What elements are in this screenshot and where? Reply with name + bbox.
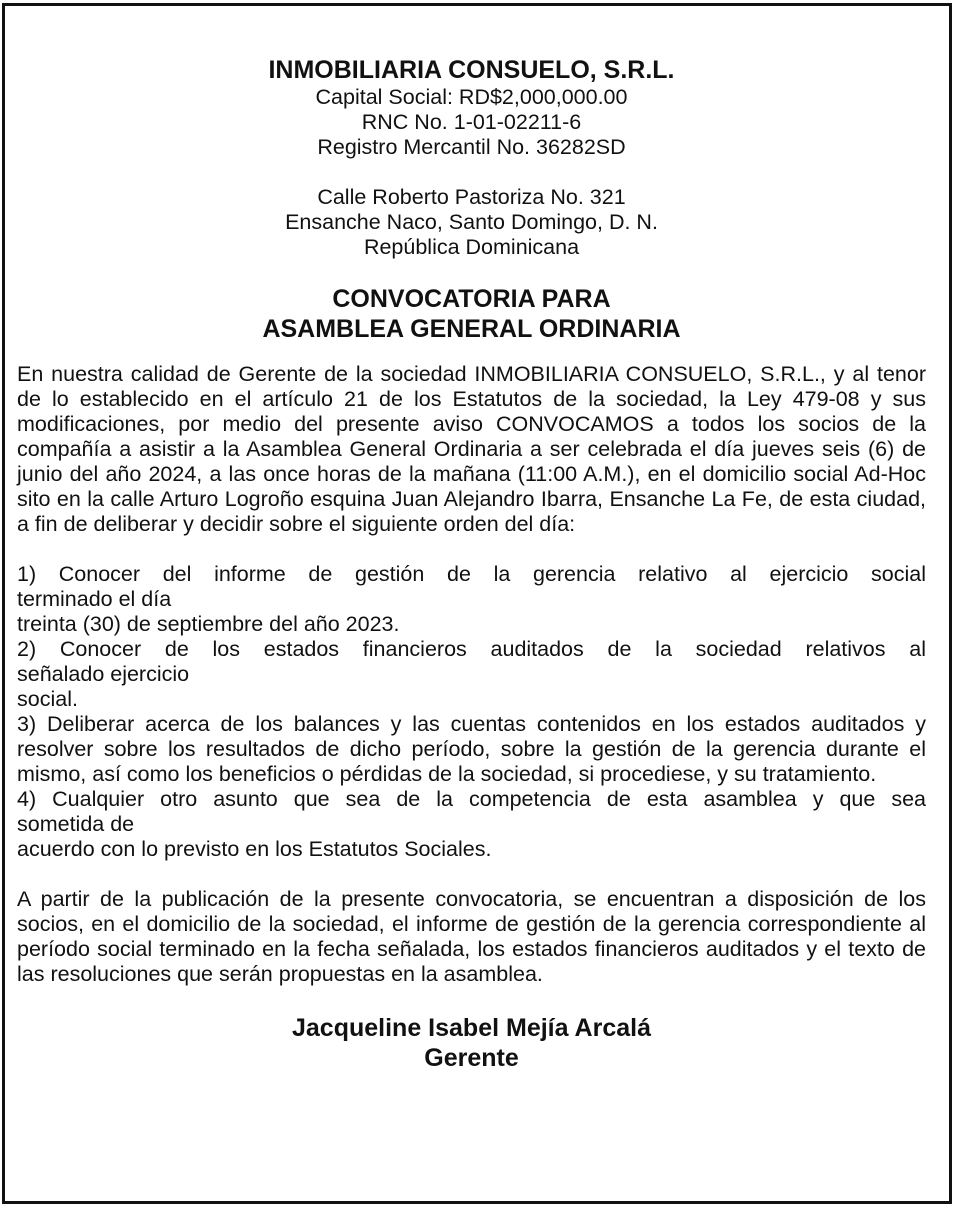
title-line-1: CONVOCATORIA PARA <box>332 285 611 313</box>
agenda-item-2-line-3: social. <box>17 687 78 711</box>
address-country: República Dominicana <box>363 235 580 259</box>
notice-title <box>17 284 926 344</box>
registro-mercantil: Registro Mercantil No. 36282SD <box>317 135 626 159</box>
agenda-item-1-line-1: 1) Conocer del informe de gestión de la gerencia relativo al ejercicio social <box>17 562 926 586</box>
capital-social: Capital Social: RD$2,000,000.00 <box>315 85 628 109</box>
rnc-number: RNC No. 1-01-02211-6 <box>361 110 582 134</box>
company-address <box>17 185 926 260</box>
agenda-item-1 <box>17 562 926 637</box>
agenda-item-4-line-1: 4) Cualquier otro asunto que sea de la competencia de esta asamblea y que sea <box>17 787 926 811</box>
address-sector: Ensanche Naco, Santo Domingo, D. N. <box>285 210 658 234</box>
signatory-name: Jacqueline Isabel Mejía Arcalá <box>292 1014 651 1042</box>
agenda-item-3: 3) Deliberar acerca de los balances y las cuentas contenidos en los estados auditados y resolver sobre los resultados de dicho período, sobre la gestión de la gerencia durante el mismo, así como los beneficios o pérdidas de la sociedad, si procediese, y su tratamiento. <box>17 712 926 786</box>
agenda-item-2 <box>17 637 926 712</box>
company-header <box>17 55 926 160</box>
company-name: INMOBILIARIA CONSUELO, S.R.L. <box>268 56 675 84</box>
signature-block <box>17 1013 926 1073</box>
notice-content <box>17 55 926 1073</box>
agenda-item-1-line-2: terminado el día <box>17 587 172 611</box>
agenda-item-1-line-3: treinta (30) de septiembre del año 2023. <box>17 612 400 636</box>
agenda-item-4-line-2: sometida de <box>17 812 135 836</box>
signatory-title: Gerente <box>424 1044 519 1072</box>
intro-paragraph: En nuestra calidad de Gerente de la sociedad INMOBILIARIA CONSUELO, S.R.L., y al tenor de lo establecido en el artículo 21 de los Estatutos de la sociedad, la Ley 479-08 y sus modificaciones, por medio del presente aviso CONVOCAMOS a todos los socios de la compañía a asistir a la Asamblea General Ordinaria a ser celebrada el día jueves seis (6) de junio del año 2024, a las once horas de la mañana (11:00 A.M.), en el domicilio social Ad-Hoc sito en la calle Arturo Logroño esquina Juan Alejandro Ibarra, Ensanche La Fe, de esta ciudad, a fin de deliberar y decidir sobre el siguiente orden del día: <box>17 362 926 536</box>
agenda-item-4-line-3: acuerdo con lo previsto en los Estatutos Sociales. <box>17 837 492 861</box>
title-line-2: ASAMBLEA GENERAL ORDINARIA <box>262 315 681 343</box>
agenda-item-2-line-1: 2) Conocer de los estados financieros auditados de la sociedad relativos al <box>17 637 926 661</box>
address-street: Calle Roberto Pastoriza No. 321 <box>317 185 626 209</box>
agenda-item-4 <box>17 787 926 862</box>
agenda-item-2-line-2: señalado ejercicio <box>17 662 190 686</box>
closing-paragraph: A partir de la publicación de la presente convocatoria, se encuentran a disposición de los socios, en el domicilio de la sociedad, el informe de gestión de la gerencia correspondiente al período social terminado en la fecha señalada, los estados financieros auditados y el texto de las resoluciones que serán propuestas en la asamblea. <box>17 887 926 986</box>
agenda-list <box>17 562 926 862</box>
